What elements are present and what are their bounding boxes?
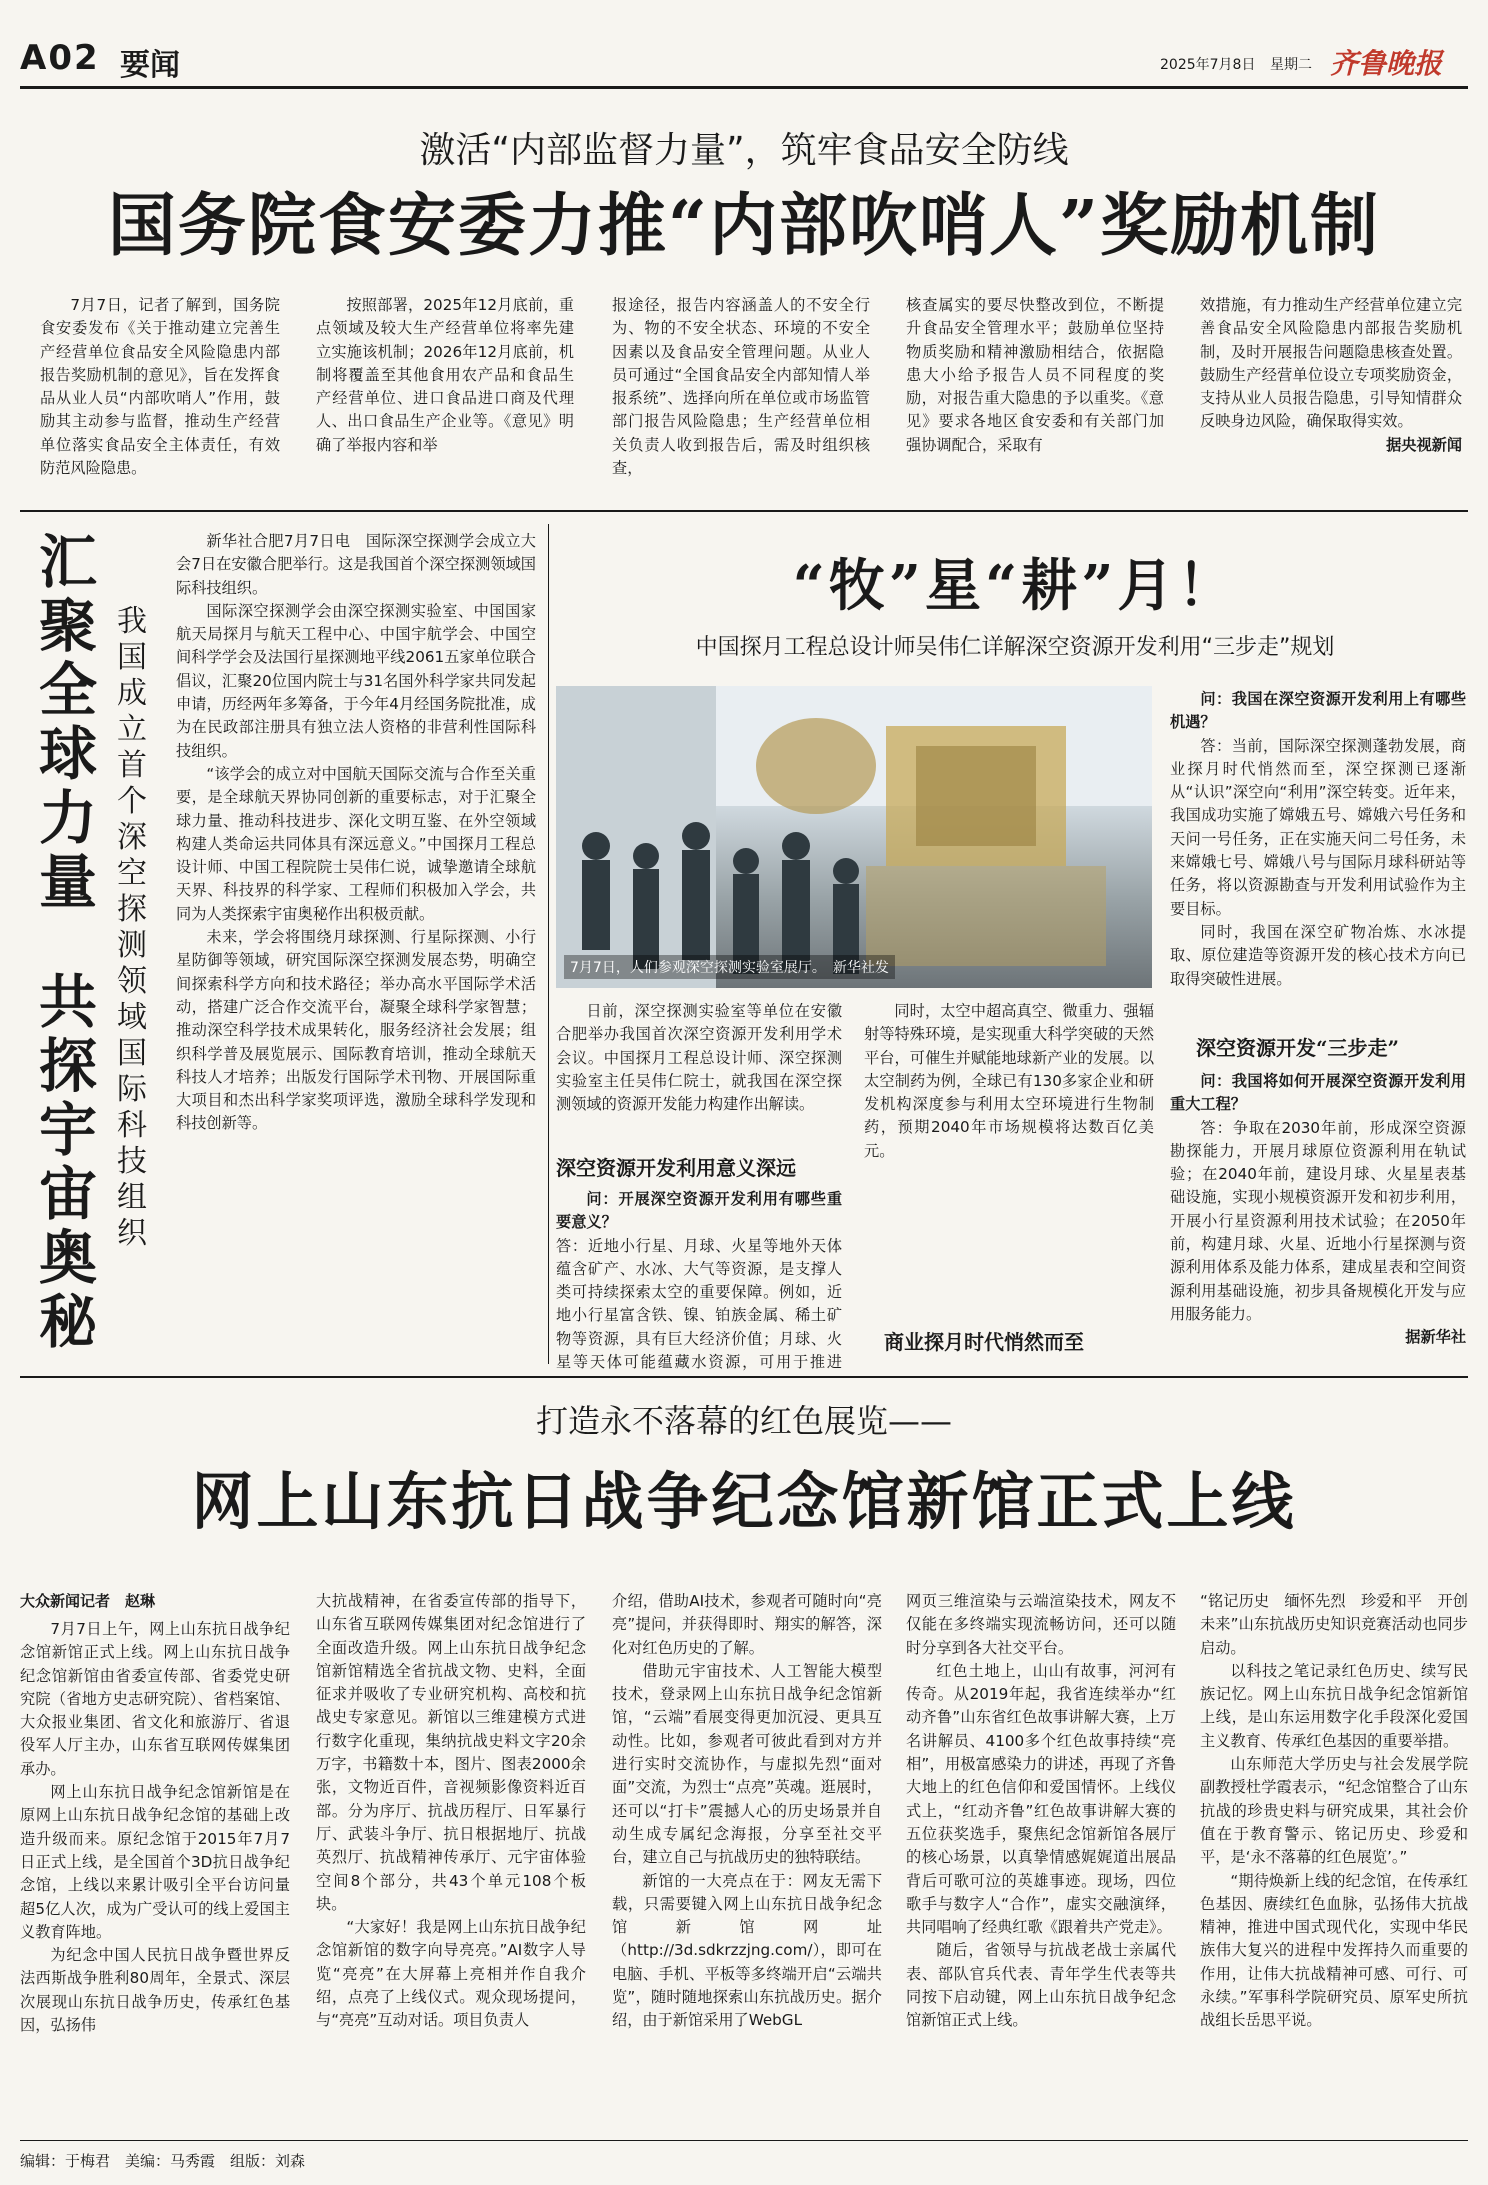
article1-col2: 按照部署，2025年12月底前，重点领域及较大生产经营单位将率先建立实施该机制；2026年12月底前，机制将覆盖至其他食用农产品和食品生产经营单位、进口食品进口商及代理人、出口食品生产企业等。《意见》明确了举报内容和举: [316, 296, 574, 454]
article1-headline: 国务院食安委力推“内部吹哨人”奖励机制: [107, 186, 1381, 266]
article2-headline-part1: 汇聚全球力量: [38, 528, 97, 916]
article1-kicker: 激活“内部监督力量”，筑牢食品安全防线: [419, 130, 1069, 171]
photo-caption: 7月7日，人们参观深空探测实验室展厅。 新华社发: [564, 955, 895, 979]
article4-col2: 大抗战精神，在省委宣传部的指导下，山东省互联网传媒集团对纪念馆进行了全面改造升级。网上山东抗日战争纪念馆新馆精选全省抗战文物、史料，全面征求并吸收了专业研究机构、高校和抗战史专家意见。新馆以三维建模方式进行数字化重现，集纳抗战史料文字20余万字，书籍数十本，图片、图表2000余张，文物近百件，音视频影像资料近百部。分为序厅、抗战历程厅、日军暴行厅、武装斗争厅、抗日根据地厅、抗战英烈厅、抗战精神传承厅、元宇宙体验空间8个部分，共43个单元108个板块。 “大家好！我是网上山东抗日战争纪念馆新馆的数字向导亮亮。”AI数字人导览“亮亮”在大屏幕上亮相并作自我介绍，点亮了上线仪式。观众现场提问，与“亮亮”互动对话。项目负责人: [316, 1592, 586, 2030]
section1-title: 深空资源开发利用意义深远: [556, 1156, 796, 1180]
section3-title: 深空资源开发“三步走”: [1196, 1036, 1400, 1060]
section-name: 要闻: [120, 48, 180, 83]
article4-headline: 网上山东抗日战争纪念馆新馆正式上线: [191, 1465, 1297, 1538]
article4-col5: “铭记历史 缅怀先烈 珍爱和平 开创未来”山东抗战历史知识竞赛活动也同步启动。 以科技之笔记录红色历史、续写民族记忆。网上山东抗日战争纪念馆新馆上线，是山东运用数字化手段深化爱国主义教育、传承红色基因的重要举措。 山东师范大学历史与社会发展学院副教授杜学霞表示，“纪念馆整合了山东抗战的珍贵史料与研究成果，其社会价值在于教育警示、铭记历史、珍爱和平，是‘永不落幕的红色展览’。” “期待焕新上线的纪念馆，在传承红色基因、赓续红色血脉，弘扬伟大抗战精神，推进中国式现代化，实现中华民族伟大复兴的进程中发挥持久而重要的作用，让伟大抗战精神可感、可行、可永续。”军事科学院研究员、原军史所抗战组长岳思平说。: [1200, 1592, 1468, 2030]
article4-col4: 网页三维渲染与云端渲染技术，网友不仅能在多终端实现流畅访问，还可以随时分享到各大社交平台。 红色土地上，山山有故事，河河有传奇。从2019年起，我省连续举办“红动齐鲁”山东省红色故事讲解大赛，上万名讲解员、4100多个红色故事持续“亮相”，用极富感染力的讲述，再现了齐鲁大地上的红色信仰和爱国情怀。上线仪式上，“红动齐鲁”红色故事讲解大赛的五位获奖选手，聚焦纪念馆新馆各展厅的核心场景，以真挚情感娓娓道出展品背后可歌可泣的英雄事迹。现场，四位歌手与数字人“合作”，虚实交融演绎，共同唱响了经典红歌《跟着共产党走》。 随后，省领导与抗战老战士亲属代表、部队官兵代表、青年学生代表等共同按下启动键，网上山东抗日战争纪念馆新馆正式上线。: [906, 1592, 1176, 2030]
exhibition-photo: [556, 686, 1152, 988]
masthead-logo: 齐鲁晚报: [1330, 47, 1443, 80]
article3-col-a-qa: 问：开展深空资源开发利用有哪些重要意义？ 答：近地小行星、月球、火星等地外天体蕴含矿产、水冰、大气等资源，是支撑人类可持续探索太空的重要保障。例如，近地小行星富含铁、镍、铂族金属、稀土矿物等资源，具有巨大经济价值；月球、火星等天体可能蕴藏水资源，可用于推进: [556, 1190, 842, 1372]
article2-subhead: 我国成立首个深空探测领域国际科技组织: [117, 604, 147, 1251]
article3-col-a: 日前，深空探测实验室等单位在安徽合肥举办我国首次深空资源开发利用学术会议。中国探月工程总设计师、深空探测实验室主任吴伟仁院士，就我国在深空探测领域的资源开发能力构建作出解读。: [556, 1002, 842, 1114]
article3-subtitle: 中国探月工程总设计师吴伟仁详解深空资源开发利用“三步走”规划: [695, 635, 1335, 660]
article1-col1: 7月7日，记者了解到，国务院食安委发布《关于推动建立完善生产经营单位食品安全风险隐患内部报告奖励机制的意见》，旨在发挥食品从业人员“内部吹哨人”作用，鼓励其主动参与监督，推动生产经营单位落实食品安全主体责任，有效防范风险隐患。: [40, 296, 280, 478]
article4-col1: 7月7日上午，网上山东抗日战争纪念馆新馆正式上线。网上山东抗日战争纪念馆新馆由省委宣传部、省委党史研究院（省地方史志研究院）、省档案馆、大众报业集团、省文化和旅游厅、省退役军人厅主办，山东省互联网传媒集团承办。 网上山东抗日战争纪念馆新馆是在原网上山东抗日战争纪念馆的基础上改造升级而来。原纪念馆于2015年7月7日正式上线，是全国首个3D抗日战争纪念馆，上线以来累计吸引全平台访问量超5亿人次，成为广受认可的线上爱国主义教育阵地。 为纪念中国人民抗日战争暨世界反法西斯战争胜利80周年，全景式、深层次展现山东抗日战争历史，传承红色基因，弘扬伟: [20, 1620, 290, 2035]
article4-kicker: 打造永不落幕的红色展览——: [535, 1402, 952, 1440]
article3-col-right-top: 问：我国在深空资源开发利用上有哪些机遇？ 答：当前，国际深空探测蓬勃发展，商业探月时代悄然而至，深空探测已逐渐从“认识”深空向“利用”深空转变。近年来，我国成功实施了嫦娥五号、嫦娥六号任务和天问一号任务，正在实施天问二号任务，未来嫦娥七号、嫦娥八号与国际月球科研站等任务，将以资源勘查与开发利用试验作为主要目标。 同时，我国在深空矿物冶炼、水冰提取、原位建造等资源开发的核心技术方向已取得突破性进展。: [1170, 690, 1466, 988]
exhibition-photo-illustration: [556, 686, 1152, 988]
article1-source: 据央视新闻: [1386, 435, 1462, 454]
article3-source: 据新华社: [1405, 1328, 1466, 1347]
article3-headline: “牧”星“耕”月！: [792, 553, 1238, 619]
article1-col4: 核查属实的要尽快整改到位，不断提升食品安全管理水平；鼓励单位坚持物质奖励和精神激励相结合，依据隐患大小给予报告人员不同程度的奖励，对报告重大隐患的予以重奖。《意见》要求各地区食安委和有关部门加强协调配合，采取有: [906, 296, 1164, 454]
article4-byline: 大众新闻记者 赵琳: [20, 1592, 156, 1610]
footer-credits: 编辑：于梅君 美编：马秀霞 组版：刘森: [20, 2152, 306, 2170]
issue-weekday: 星期二: [1270, 57, 1312, 73]
article1-col5: 效措施，有力推动生产经营单位建立完善食品安全风险隐患内部报告奖励机制，及时开展报告问题隐患核查处置。鼓励生产经营单位设立专项奖励资金，支持从业人员报告隐患，引导知情群众反映身边风险，确保取得实效。 据央视新闻: [1200, 294, 1462, 457]
divider-1: [20, 510, 1468, 512]
divider-2: [20, 1376, 1468, 1378]
footer-rule: [20, 2140, 1468, 2141]
header-rule: [20, 86, 1468, 89]
article1-col3: 报途径，报告内容涵盖人的不安全行为、物的不安全状态、环境的不安全因素以及食品安全管理问题。从业人员可通过“全国食品安全内部知情人举报系统”、选择向所在单位或市场监管部门报告风险隐患；生产经营单位相关负责人收到报告后，需及时组织核查，: [612, 296, 870, 478]
article2-headline-part2: 共探宇宙奥秘: [38, 968, 97, 1356]
article2-body: 新华社合肥7月7日电 国际深空探测学会成立大会7日在安徽合肥举行。这是我国首个深空探测领域国际科技组织。 国际深空探测学会由深空探测实验室、中国国家航天局探月与航天工程中心、中国宇航学会、中国空间科学学会及法国行星探测地平线2061五家单位联合倡议，汇聚20位国内院士与31名国外科学家共同发起申请，历经两年多筹备，于今年4月经国务院批准，成为在民政部注册具有独立法人资格的非营利性国际科技组织。 “该学会的成立对中国航天国际交流与合作至关重要，是全球航天界协同创新的重要标志，对于汇聚全球力量、推动科技进步、深化文明互鉴、在外空领域构建人类命运共同体具有深远意义。”中国探月工程总设计师、中国工程院院士吴伟仁说，诚挚邀请全球航天界、科技界的科学家、工程师们积极加入学会，共同为人类探索宇宙奥秘作出积极贡献。 未来，学会将围绕月球探测、行星际探测、小行星防御等领域，研究国际深空探测发展态势，明确空间探索科学方向和技术路径；举办高水平国际学术活动，搭建广泛合作交流平台，凝聚全球科学家智慧；推动深空科学技术成果转化，服务经济社会发展；组织科学普及展览展示、国际教育培训，推动全球航天科技人才培养；出版发行国际学术刊物、开展国际重大项目和杰出科学家奖项评选，激励全球科学发现和科技创新等。: [176, 532, 536, 1133]
section2-title: 商业探月时代悄然而至: [884, 1330, 1084, 1354]
issue-date: 2025年7月8日: [1160, 57, 1256, 73]
article4-col3: 介绍，借助AI技术，参观者可随时向“亮亮”提问，并获得即时、翔实的解答，深化对红色历史的了解。 借助元宇宙技术、人工智能大模型技术，登录网上山东抗日战争纪念馆新馆，“云端”看展变得更加沉浸、更具互动性。比如，参观者可彼此看到对方并进行实时交流协作，与虚拟先烈“面对面”交流，为烈士“点亮”英魂。逛展时，还可以“打卡”震撼人心的历史场景并自动生成专属纪念海报，分享至社交平台，建立自己与抗战历史的独特联结。 新馆的一大亮点在于：网友无需下载，只需要键入网上山东抗日战争纪念馆新馆网址（http://3d.sdkrzzjng.com/），即可在电脑、手机、平板等多终端开启“云端共览”，随时随地探索山东抗战历史。据介绍，由于新馆采用了WebGL: [612, 1592, 882, 2030]
vertical-divider: [548, 524, 549, 1364]
article3-col-b: 同时，太空中超高真空、微重力、强辐射等特殊环境，是实现重大科学突破的天然平台，可催生并赋能地球新产业的发展。以太空制药为例，全球已有130多家企业和研发机构深度参与利用太空环境进行生物制药，预期2040年市场规模将达数百亿美元。: [864, 1002, 1154, 1160]
page-number: A02: [20, 38, 100, 78]
article3-col-right-bottom: 问：我国将如何开展深空资源开发利用重大工程？ 答：争取在2030年前，形成深空资源勘探能力，开展月球原位资源利用在轨试验；在2040年前，建设月球、火星星表基础设施，实现小规模资源开发和初步利用，开展小行星资源利用技术试验；在2050年前，构建月球、火星、近地小行星探测与资源利用体系及能力体系，建成星表和空间资源利用基础设施，初步具备规模化开发与应用服务能力。 据新华社: [1170, 1070, 1466, 1350]
